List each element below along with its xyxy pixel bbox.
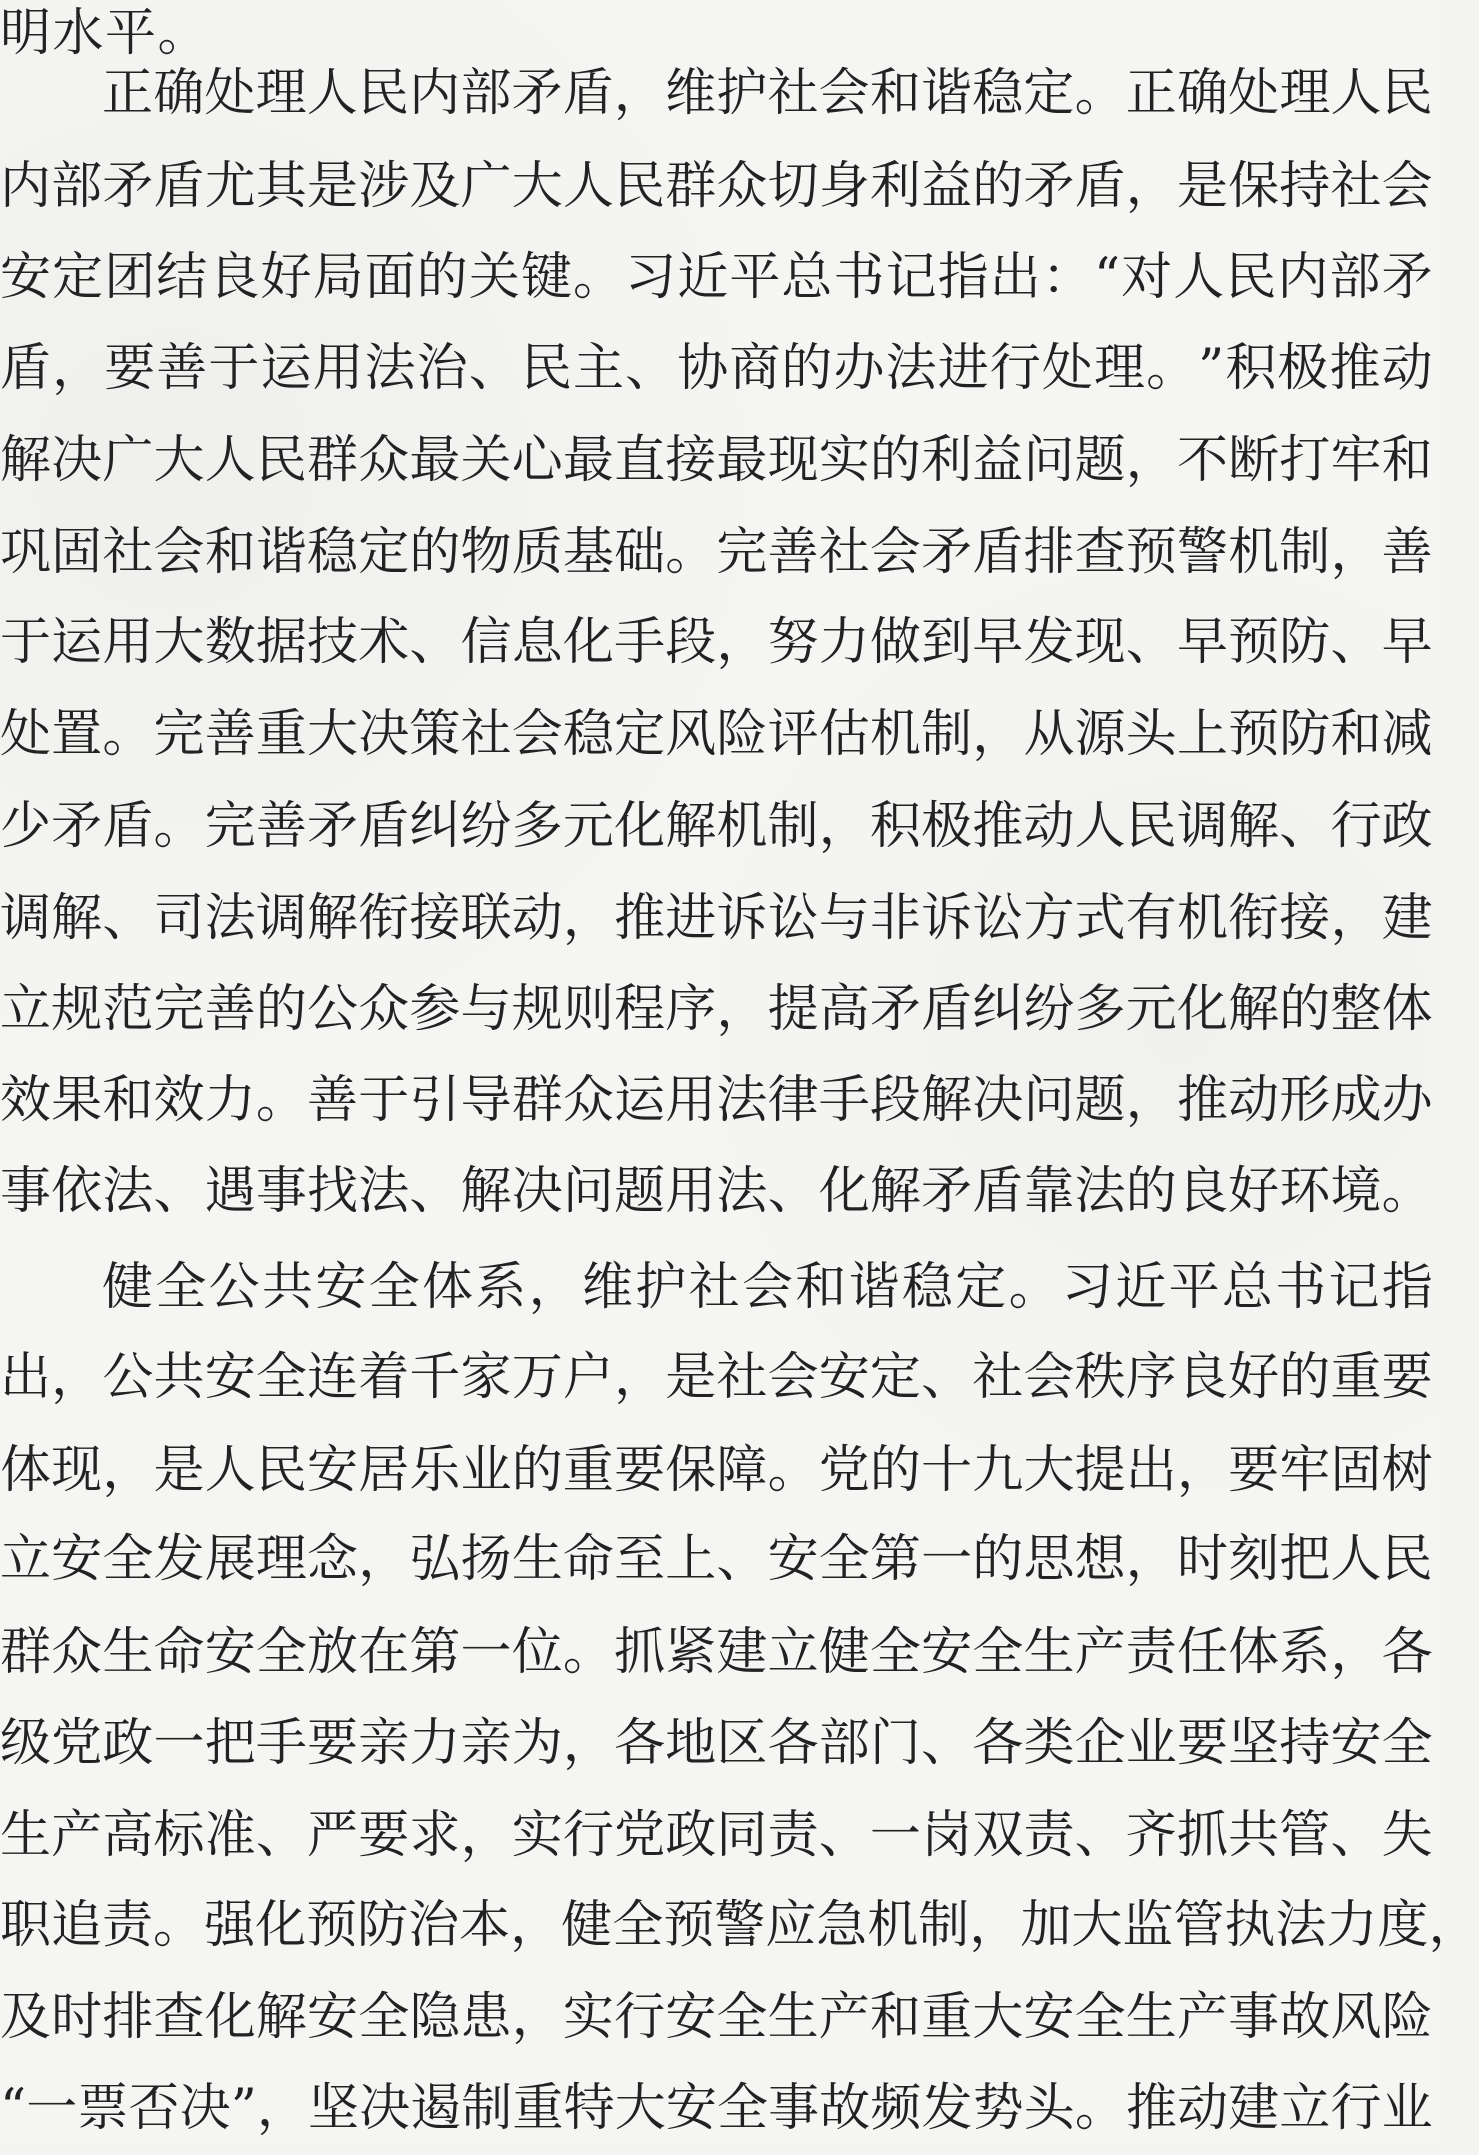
text-line-3: 内 部 矛 盾 尤 其 是 涉 及 广 大 人 民 群 众 切 身 利 益 的 矛 盾 ， 是 保 持 社 会	[0, 157, 1433, 216]
text-line-18: 立 安 全 发 展 理 念 ， 弘 扬 生 命 至 上 、 安 全 第 一 的 思 想 ， 时 刻 把 人 民	[0, 1530, 1433, 1589]
text-line-5: 盾 ， 要 善 于 运 用 法 治 、 民 主 、 协 商 的 办 法 进 行 处 理 。 ” 积 极 推 动	[0, 339, 1433, 398]
text-line-11: 调 解 、 司 法 调 解 衔 接 联 动 ， 推 进 诉 讼 与 非 诉 讼 方 式 有 机 衔 接 ， 建	[0, 889, 1433, 948]
text-line-13: 效 果 和 效 力 。 善 于 引 导 群 众 运 用 法 律 手 段 解 决 问 题 ， 推 动 形 成 办	[0, 1071, 1433, 1130]
text-line-4: 安 定 团 结 良 好 局 面 的 关 键 。 习 近 平 总 书 记 指 出 ： “ 对 人 民 内 部 矛	[0, 248, 1433, 307]
paragraph-2-first-line: 健 全 公 共 安 全 体 系 ， 维 护 社 会 和 谐 稳 定 。 习 近 平 总 书 记 指	[102, 1258, 1433, 1317]
text-line-10: 少 矛 盾 。 完 善 矛 盾 纠 纷 多 元 化 解 机 制 ， 积 极 推 动 人 民 调 解 、 行 政	[0, 797, 1433, 856]
text-line-8: 于 运 用 大 数 据 技 术 、 信 息 化 手 段 ， 努 力 做 到 早 发 现 、 早 预 防 、 早	[0, 613, 1433, 672]
text-line-20: 级 党 政 一 把 手 要 亲 力 亲 为 ， 各 地 区 各 部 门 、 各 类 企 业 要 坚 持 安 全	[0, 1714, 1433, 1773]
text-line-19: 群 众 生 命 安 全 放 在 第 一 位 。 抓 紧 建 立 健 全 安 全 生 产 责 任 体 系 ， 各	[0, 1623, 1433, 1682]
text-line-7: 巩 固 社 会 和 谐 稳 定 的 物 质 基 础 。 完 善 社 会 矛 盾 排 查 预 警 机 制 ， 善	[0, 523, 1433, 582]
text-line-14: 事 依 法 、 遇 事 找 法 、 解 决 问 题 用 法 、 化 解 矛 盾 靠 法 的 良 好 环 境 。	[0, 1162, 1433, 1221]
text-line-24: “ 一 票 否 决 ” ， 坚 决 遏 制 重 特 大 安 全 事 故 频 发 势 头 。 推 动 建 立 行 业	[0, 2079, 1433, 2138]
text-line-16: 出 ， 公 共 安 全 连 着 千 家 万 户 ， 是 社 会 安 定 、 社 会 秩 序 良 好 的 重 要	[0, 1348, 1433, 1407]
text-line-21: 生 产 高 标 准 、 严 要 求 ， 实 行 党 政 同 责 、 一 岗 双 责 、 齐 抓 共 管 、 失	[0, 1806, 1433, 1865]
text-line-1: 明水平。	[0, 4, 211, 63]
text-line-22: 职 追 责 。 强 化 预 防 治 本 ， 健 全 预 警 应 急 机 制 ， 加 大 监 管 执 法 力 度 ，	[0, 1896, 1479, 1955]
text-line-9: 处 置 。 完 善 重 大 决 策 社 会 稳 定 风 险 评 估 机 制 ， 从 源 头 上 预 防 和 减	[0, 705, 1433, 764]
text-line-17: 体 现 ， 是 人 民 安 居 乐 业 的 重 要 保 障 。 党 的 十 九 大 提 出 ， 要 牢 固 树	[0, 1441, 1433, 1500]
text-line-6: 解 决 广 大 人 民 群 众 最 关 心 最 直 接 最 现 实 的 利 益 问 题 ， 不 断 打 牢 和	[0, 431, 1433, 490]
text-line-23: 及 时 排 查 化 解 安 全 隐 患 ， 实 行 安 全 生 产 和 重 大 安 全 生 产 事 故 风 险	[0, 1988, 1433, 2047]
text-line-12: 立 规 范 完 善 的 公 众 参 与 规 则 程 序 ， 提 高 矛 盾 纠 纷 多 元 化 解 的 整 体	[0, 980, 1433, 1039]
paragraph-1-first-line: 正 确 处 理 人 民 内 部 矛 盾 ， 维 护 社 会 和 谐 稳 定 。 正 确 处 理 人 民	[102, 64, 1433, 123]
